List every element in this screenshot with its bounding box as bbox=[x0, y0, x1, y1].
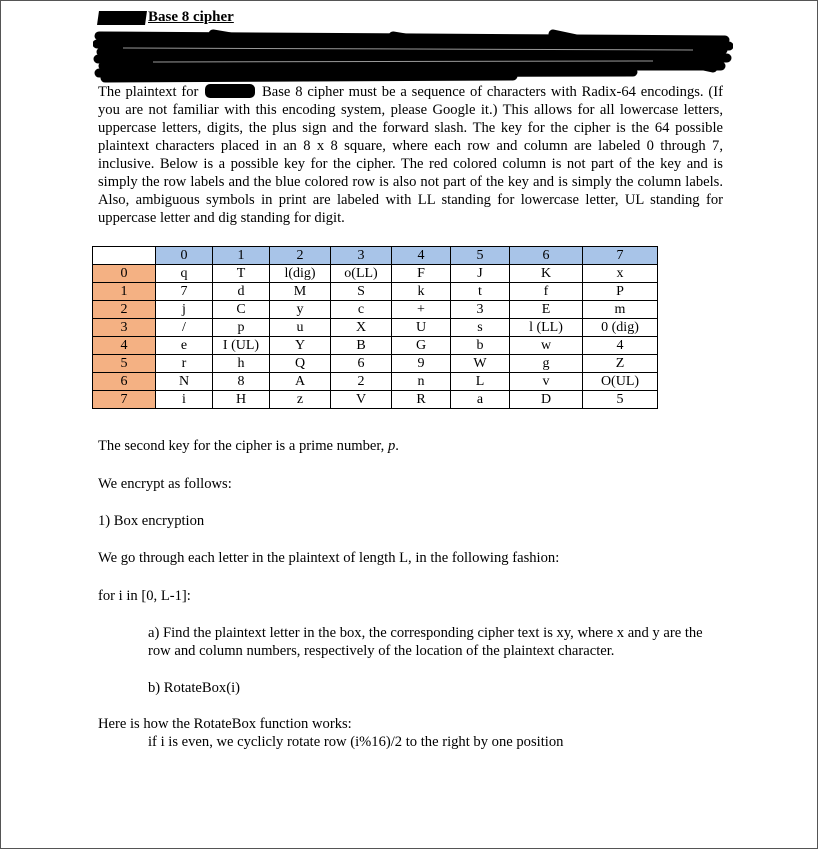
key-cell: + bbox=[392, 301, 451, 319]
key-cell: K bbox=[510, 265, 583, 283]
key-cell: l(dig) bbox=[270, 265, 331, 283]
row-label: 7 bbox=[93, 391, 156, 409]
row-label: 2 bbox=[93, 301, 156, 319]
column-label: 2 bbox=[270, 247, 331, 265]
key-cell: M bbox=[270, 283, 331, 301]
redaction-scribble bbox=[93, 26, 733, 84]
key-cell: V bbox=[331, 391, 392, 409]
key-cell: t bbox=[451, 283, 510, 301]
loop-statement: for i in [0, L-1]: bbox=[98, 588, 191, 604]
key-cell: B bbox=[331, 337, 392, 355]
key-cell: D bbox=[510, 391, 583, 409]
key-cell: k bbox=[392, 283, 451, 301]
key-cell: 2 bbox=[331, 373, 392, 391]
intro-text-rest: Base 8 cipher must be a sequence of characters with Radix-64 encodings. (If you are not familiar with this encoding system, please Google it.) This allows for all lowercase letters, uppercase letters, digits, the plus sign and the forward slash. The key for the cipher is the 64 possible plaintext characters placed in an 8 x 8 square, where each row and column are labeled 0 through 7, inclusive. Below is a possible key for the cipher. The red colored column is not part of the key and is simply the row labels and the blue colored row is also not part of the key and is simply the column labels. Also, ambiguous symbols in print are labeled with LL standing for lowercase letter, UL standing for uppercase letter and dig standing for digit. bbox=[98, 84, 723, 226]
key-cell: h bbox=[213, 355, 270, 373]
key-cell: j bbox=[156, 301, 213, 319]
key-cell: y bbox=[270, 301, 331, 319]
column-label-row bbox=[93, 247, 658, 265]
key-cell: e bbox=[156, 337, 213, 355]
key-cell: 6 bbox=[331, 355, 392, 373]
key-cell: a bbox=[451, 391, 510, 409]
encrypt-intro: We encrypt as follows: bbox=[98, 476, 232, 492]
key-cell: R bbox=[392, 391, 451, 409]
step-b: b) RotateBox(i) bbox=[148, 680, 241, 696]
table-row bbox=[93, 337, 658, 355]
second-key-paragraph bbox=[98, 438, 399, 455]
table-row bbox=[93, 283, 658, 301]
key-cell: 9 bbox=[392, 355, 451, 373]
key-cell: n bbox=[392, 373, 451, 391]
rotate-intro: Here is how the RotateBox function works: bbox=[98, 716, 352, 732]
key-cell: r bbox=[156, 355, 213, 373]
key-cell: q bbox=[156, 265, 213, 283]
table-row bbox=[93, 391, 658, 409]
key-cell: l (LL) bbox=[510, 319, 583, 337]
table-corner-cell bbox=[93, 247, 156, 265]
step1-description: We go through each letter in the plaintext of length L, in the following fashion: bbox=[98, 550, 560, 566]
key-cell: f bbox=[510, 283, 583, 301]
row-label: 3 bbox=[93, 319, 156, 337]
key-cell: C bbox=[213, 301, 270, 319]
column-label: 4 bbox=[392, 247, 451, 265]
column-label: 0 bbox=[156, 247, 213, 265]
key-cell: b bbox=[451, 337, 510, 355]
key-cell: I (UL) bbox=[213, 337, 270, 355]
table-row bbox=[93, 319, 658, 337]
key-cell: A bbox=[270, 373, 331, 391]
row-label: 4 bbox=[93, 337, 156, 355]
key-cell: T bbox=[213, 265, 270, 283]
key-cell: c bbox=[331, 301, 392, 319]
intro-paragraph bbox=[98, 83, 723, 227]
key-cell: o(LL) bbox=[331, 265, 392, 283]
table-row bbox=[93, 373, 658, 391]
key-cell: Z bbox=[583, 355, 658, 373]
key-cell: J bbox=[451, 265, 510, 283]
key-cell: U bbox=[392, 319, 451, 337]
redaction-mark bbox=[97, 11, 147, 25]
key-cell: p bbox=[213, 319, 270, 337]
key-cell: G bbox=[392, 337, 451, 355]
intro-text-start: The plaintext for bbox=[98, 84, 199, 100]
key-cell: O(UL) bbox=[583, 373, 658, 391]
key-cell: i bbox=[156, 391, 213, 409]
key-cell: L bbox=[451, 373, 510, 391]
step-a: a) Find the plaintext letter in the box, the corresponding cipher text is xy, where x and y are the row and column numbers, respectively of the location of the plaintext character. bbox=[148, 625, 703, 659]
key-cell: N bbox=[156, 373, 213, 391]
key-cell: u bbox=[270, 319, 331, 337]
key-cell: x bbox=[583, 265, 658, 283]
row-label: 1 bbox=[93, 283, 156, 301]
column-label: 6 bbox=[510, 247, 583, 265]
key-cell: d bbox=[213, 283, 270, 301]
key-cell: 4 bbox=[583, 337, 658, 355]
key-cell: / bbox=[156, 319, 213, 337]
key-cell: w bbox=[510, 337, 583, 355]
table-row bbox=[93, 301, 658, 319]
row-label: 0 bbox=[93, 265, 156, 283]
key-cell: E bbox=[510, 301, 583, 319]
page-title: Base 8 cipher bbox=[148, 9, 234, 25]
step1-heading: 1) Box encryption bbox=[98, 513, 205, 529]
second-key-end: . bbox=[395, 438, 399, 454]
key-cell: 7 bbox=[156, 283, 213, 301]
prime-variable: p bbox=[387, 438, 396, 454]
key-cell: S bbox=[331, 283, 392, 301]
row-label: 6 bbox=[93, 373, 156, 391]
key-cell: P bbox=[583, 283, 658, 301]
second-key-text: The second key for the cipher is a prime number, bbox=[98, 438, 385, 454]
column-label: 1 bbox=[213, 247, 270, 265]
key-cell: F bbox=[392, 265, 451, 283]
table-row bbox=[93, 355, 658, 373]
key-cell: m bbox=[583, 301, 658, 319]
column-label: 3 bbox=[331, 247, 392, 265]
row-label: 5 bbox=[93, 355, 156, 373]
key-cell: 5 bbox=[583, 391, 658, 409]
key-cell: 3 bbox=[451, 301, 510, 319]
column-label: 7 bbox=[583, 247, 658, 265]
inline-redaction bbox=[205, 84, 255, 98]
key-cell: g bbox=[510, 355, 583, 373]
table-row bbox=[93, 265, 658, 283]
key-cell: s bbox=[451, 319, 510, 337]
key-cell: W bbox=[451, 355, 510, 373]
column-label: 5 bbox=[451, 247, 510, 265]
key-cell: Q bbox=[270, 355, 331, 373]
rotate-even-rule: if i is even, we cyclicly rotate row (i%16)/2 to the right by one position bbox=[148, 734, 564, 750]
key-cell: X bbox=[331, 319, 392, 337]
key-cell: 8 bbox=[213, 373, 270, 391]
key-cell: Y bbox=[270, 337, 331, 355]
key-cell: 0 (dig) bbox=[583, 319, 658, 337]
key-cell: z bbox=[270, 391, 331, 409]
key-cell: H bbox=[213, 391, 270, 409]
key-cell: v bbox=[510, 373, 583, 391]
cipher-key-table bbox=[92, 246, 658, 409]
